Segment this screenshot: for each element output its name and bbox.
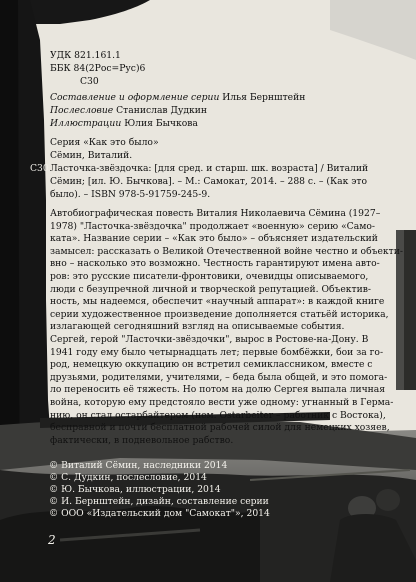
- annotation-line: фактически, в подневольное рабство.: [50, 434, 234, 446]
- copyright-line: © ООО «Издательский дом "Самокат"», 2014: [49, 508, 270, 519]
- annotation-line: Сергей, герой "Ласточки-звёздочки", вырос в Ростове-на-Дону. В: [50, 333, 369, 345]
- annotation-line: ность, мы надеемся, обеспечит «научный аппарат»: в каждой книге: [50, 296, 385, 308]
- credit-line: Послесловие Станислав Дудкин: [50, 105, 208, 116]
- annotation-line: война, которую ему предстояло вести уже одному: угнанный в Герма-: [50, 396, 394, 408]
- annotation-line: вно – насколько это возможно. Честность гарантируют имена авто-: [50, 258, 380, 270]
- credit-line: Составление и оформление серии Илья Бернштейн: [50, 92, 306, 103]
- annotation-line: люди с безупречной личной и творческой репутацией. Объектив-: [50, 283, 372, 295]
- bbk-author-sign: С30: [80, 76, 99, 87]
- credit-line: Иллюстрации Юлия Бычкова: [50, 118, 198, 129]
- annotation-line: серии художественное произведение дополняется статьёй историка,: [50, 308, 389, 320]
- copyright-line: © Виталий Сёмин, наследники 2014: [49, 460, 228, 471]
- annotation-line: 1941 году ему было четырнадцать лет; первые бомбёжки, бои за го-: [50, 346, 384, 358]
- page-number: 2: [48, 533, 56, 547]
- bbk-code: ББК 84(2Рос=Рус)6: [50, 63, 146, 74]
- biblio-line: Сёмин; [ил. Ю. Бычкова]. – М.: Самокат, 2014. – 288 с. – (Как это: [50, 176, 368, 187]
- biblio-line: Ласточка-звёздочка: [для сред. и старш. шк. возраста] / Виталий: [50, 163, 369, 174]
- annotation-line: ката». Название серии – «Как это было» – объясняет издательский: [50, 233, 378, 245]
- annotation-text: [50, 208, 403, 447]
- annotation-line: род, немецкую оккупацию он встретил семиклассником, вместе с: [50, 359, 373, 371]
- margin-code: С30: [30, 163, 49, 174]
- annotation-line: нию, он стал остарбайтером (нем. Ostarbeiter – работник с Востока),: [50, 409, 386, 421]
- copyright-line: © С. Дудкин, послесловие, 2014: [49, 472, 207, 483]
- annotation-line: Автобиографическая повесть Виталия Николаевича Сёмина (1927–: [50, 208, 381, 219]
- annotation-line: замысел: рассказать о Великой Отечественной войне честно и объекти-: [50, 245, 403, 257]
- annotation-line: ров: это русские писатели-фронтовики, очевидцы описываемого,: [50, 270, 369, 282]
- annotation-line: бесправной и почти бесплатной рабочей силой для немецких хозяев,: [50, 422, 390, 434]
- copyright-line: © И. Бернштейн, дизайн, составление серии: [49, 496, 269, 507]
- annotation-line: 1978) "Ласточка-звёздочка" продолжает «военную» серию «Само-: [50, 220, 375, 232]
- annotation-line: излагающей сегодняшний взгляд на описываемые события.: [50, 321, 345, 333]
- annotation-line: друзьями, родителями, учителями, – беда была общей, и это помога-: [50, 371, 388, 383]
- copyright-line: © Ю. Бычкова, иллюстрации, 2014: [49, 484, 221, 495]
- author-line: Сёмин, Виталий.: [50, 150, 133, 161]
- biblio-line: было). – ISBN 978-5-91759-245-9.: [50, 189, 211, 200]
- annotation-line: ло переносить её тяжесть. Но потом на долю Сергея выпала личная: [50, 384, 386, 396]
- series-line: Серия «Как это было»: [50, 137, 159, 148]
- udk-code: УДК 821.161.1: [50, 50, 121, 61]
